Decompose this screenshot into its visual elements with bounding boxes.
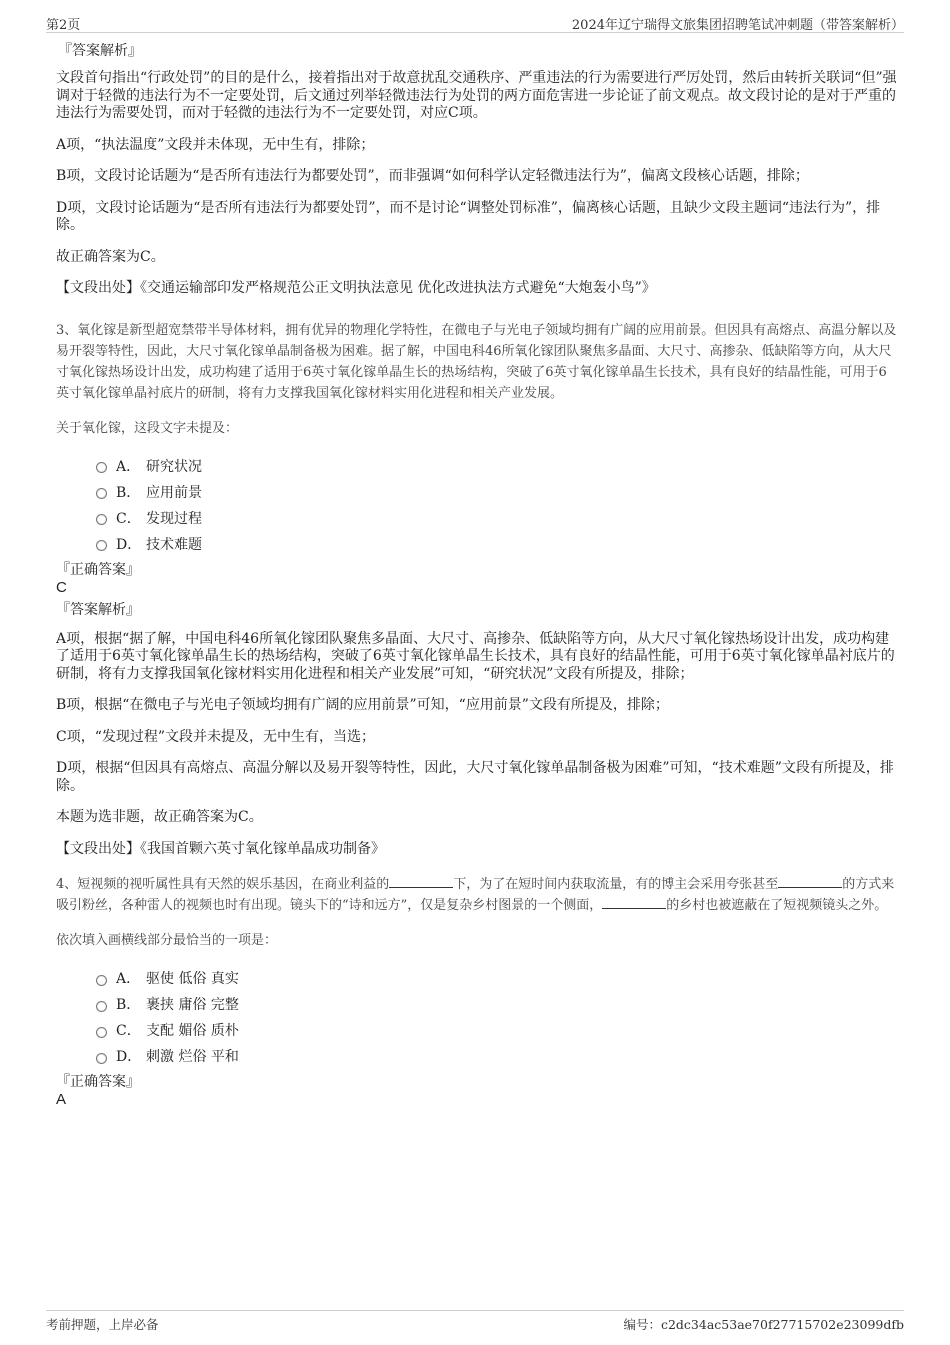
option-key: C． [116,1023,141,1039]
radio-button[interactable] [96,514,107,525]
page-content [56,42,898,1109]
option-key: B． [116,484,141,501]
analysis-option-c: C项，“发现过程”文段并未提及，无中生有，当选； [56,728,376,745]
question-stem: 3、氧化镓是新型超宽禁带半导体材料，拥有优异的物理化学特性，在微电子与光电子领域均拥有广阔的应用前景。但因具有高熔点、高温分解以及易开裂等特性，因此，大尺寸氧化镓单晶制备极为困难。据了解，中国电科46所氧化镓团队聚焦多晶面、大尺寸、高掺杂、低缺陷等方向，从大尺寸氧化镓热场设计出发，成功构建了适用于6英寸氧化镓单晶生长的热场结构，突破了6英寸氧化镓单晶生长技术，具有良好的结晶性能，可用于6英寸氧化镓单晶衬底片的研制，将有力支撑我国氧化镓材料实用化进程和相关产业发展。 [56,322,897,401]
option-key: C． [116,510,141,527]
analysis-option-b: B项，文段讨论话题为“是否所有违法行为都要处罚”，而非强调“如何科学认定轻微违法行为”，偏离文段核心话题，排除； [56,168,809,184]
question-2-analysis [56,42,898,298]
option-text: 发现过程 [146,510,202,527]
stem-part: 的方式来吸引粉丝，各种雷人的视频也时有出现。镜头下的“诗和远方”，仅是复杂乡村图景的一个侧面， [56,877,895,913]
option-key: D． [116,536,142,553]
option-text: 支配 媚俗 质朴 [146,1023,239,1039]
question-4 [56,874,898,1109]
analysis-conclusion: 本题为选非题，故正确答案为C。 [56,809,263,825]
option-text: 裹挟 庸俗 完整 [146,997,239,1013]
question-3 [56,320,898,859]
option-b[interactable] [96,479,898,505]
analysis-label: 『答案解析』 [56,601,140,618]
option-key: B． [116,997,141,1013]
analysis-option-d: D项，根据“但因具有高熔点、高温分解以及易开裂等特性，因此，大尺寸氧化镓单晶制备极为困难”可知，“技术难题”文段有所提及，排除。 [56,760,894,794]
page-number: 第2页 [46,18,81,33]
radio-button[interactable] [96,540,107,551]
option-list [56,453,898,557]
radio-button[interactable] [96,1001,107,1012]
analysis-option-d: D项，文段讨论话题为“是否所有违法行为都要处罚”，而不是讨论“调整处罚标准”，偏离核心话题，且缺少文段主题词“违法行为”，排除。 [56,199,881,233]
analysis-text: 文段首句指出“行政处罚”的目的是什么，接着指出对于故意扰乱交通秩序、严重违法的行为需要进行严厉处罚，然后由转折关联词“但”强调对于轻微的违法行为不一定要处罚，后文通过列举轻微违法行为处罚的两方面危害进一步论证了前文观点。故文段讨论的是对于严重的违法行为需要处罚，而对于轻微的违法行为不一定要处罚，对应C项。 [56,70,897,121]
source-citation: 【文段出处】《我国首颗六英寸氧化镓单晶成功制备》 [56,840,385,857]
analysis-conclusion: 故正确答案为C。 [56,248,165,265]
option-text: 刺激 烂俗 平和 [146,1049,239,1065]
stem-part: 4、短视频的视听属性具有天然的娱乐基因，在商业利益的 [56,877,390,892]
correct-answer-label: 『正确答案』 [56,561,140,578]
option-d[interactable] [96,531,898,557]
analysis-option-a: A项，根据“据了解，中国电科46所氧化镓团队聚焦多晶面、大尺寸、高掺杂、低缺陷等方向，从大尺寸氧化镓热场设计出发，成功构建了适用于6英寸氧化镓单晶生长的热场结构，突破了6英寸氧化镓单晶生长技术，具有良好的结晶性能，可用于6英寸氧化镓单晶衬底片的研制，将有力支撑我国氧化镓材料实用化进程和相关产业发展”可知，“研究状况”文段有所提及，排除； [56,630,895,682]
question-stem [56,874,898,916]
radio-button[interactable] [96,1053,107,1064]
option-key: D． [116,1049,142,1065]
stem-part: 的乡村也被遮蔽在了短视频镜头之外。 [666,898,888,913]
page-header [46,12,904,33]
option-text: 技术难题 [146,536,202,553]
correct-answer: A [56,1091,67,1108]
stem-part: 下，为了在短时间内获取流量，有的博主会采用夸张甚至 [453,877,779,892]
question-ask: 依次填入画横线部分最恰当的一项是： [56,933,278,948]
option-key: A． [116,458,141,475]
option-text: 研究状况 [146,458,202,475]
option-b[interactable] [96,991,898,1017]
fill-blank [778,875,842,888]
source-citation: 【文段出处】《交通运输部印发严格规范公正文明执法意见 优化改进执法方式避免“大炮轰小鸟”》 [56,280,656,296]
radio-button[interactable] [96,462,107,473]
correct-answer: C [56,578,67,596]
option-a[interactable] [96,453,898,479]
document-id: 编号：c2dc34ac53ae70f27715702e23099dfb [623,1317,904,1332]
footer-slogan: 考前押题，上岸必备 [46,1317,159,1332]
analysis-label: 『答案解析』 [58,43,142,59]
radio-button[interactable] [96,975,107,986]
radio-button[interactable] [96,488,107,499]
radio-button[interactable] [96,1027,107,1038]
document-title: 2024年辽宁瑞得文旅集团招聘笔试冲刺题（带答案解析） [571,18,904,33]
fill-blank [602,896,666,909]
option-c[interactable] [96,1017,898,1043]
analysis-option-b: B项，根据“在微电子与光电子领域均拥有广阔的应用前景”可知，“应用前景”文段有所提及，排除； [56,697,669,713]
option-text: 应用前景 [146,484,202,501]
option-a[interactable] [96,965,898,991]
page-footer [46,1310,904,1337]
question-ask: 关于氧化镓，这段文字未提及： [56,420,239,436]
analysis-option-a: A项，“执法温度”文段并未体现，无中生有，排除； [56,136,375,153]
option-list [56,965,898,1069]
fill-blank [389,875,453,888]
option-c[interactable] [96,505,898,531]
correct-answer-label: 『正确答案』 [56,1074,140,1090]
option-key: A． [116,971,141,987]
option-d[interactable] [96,1043,898,1069]
option-text: 驱使 低俗 真实 [146,971,239,987]
